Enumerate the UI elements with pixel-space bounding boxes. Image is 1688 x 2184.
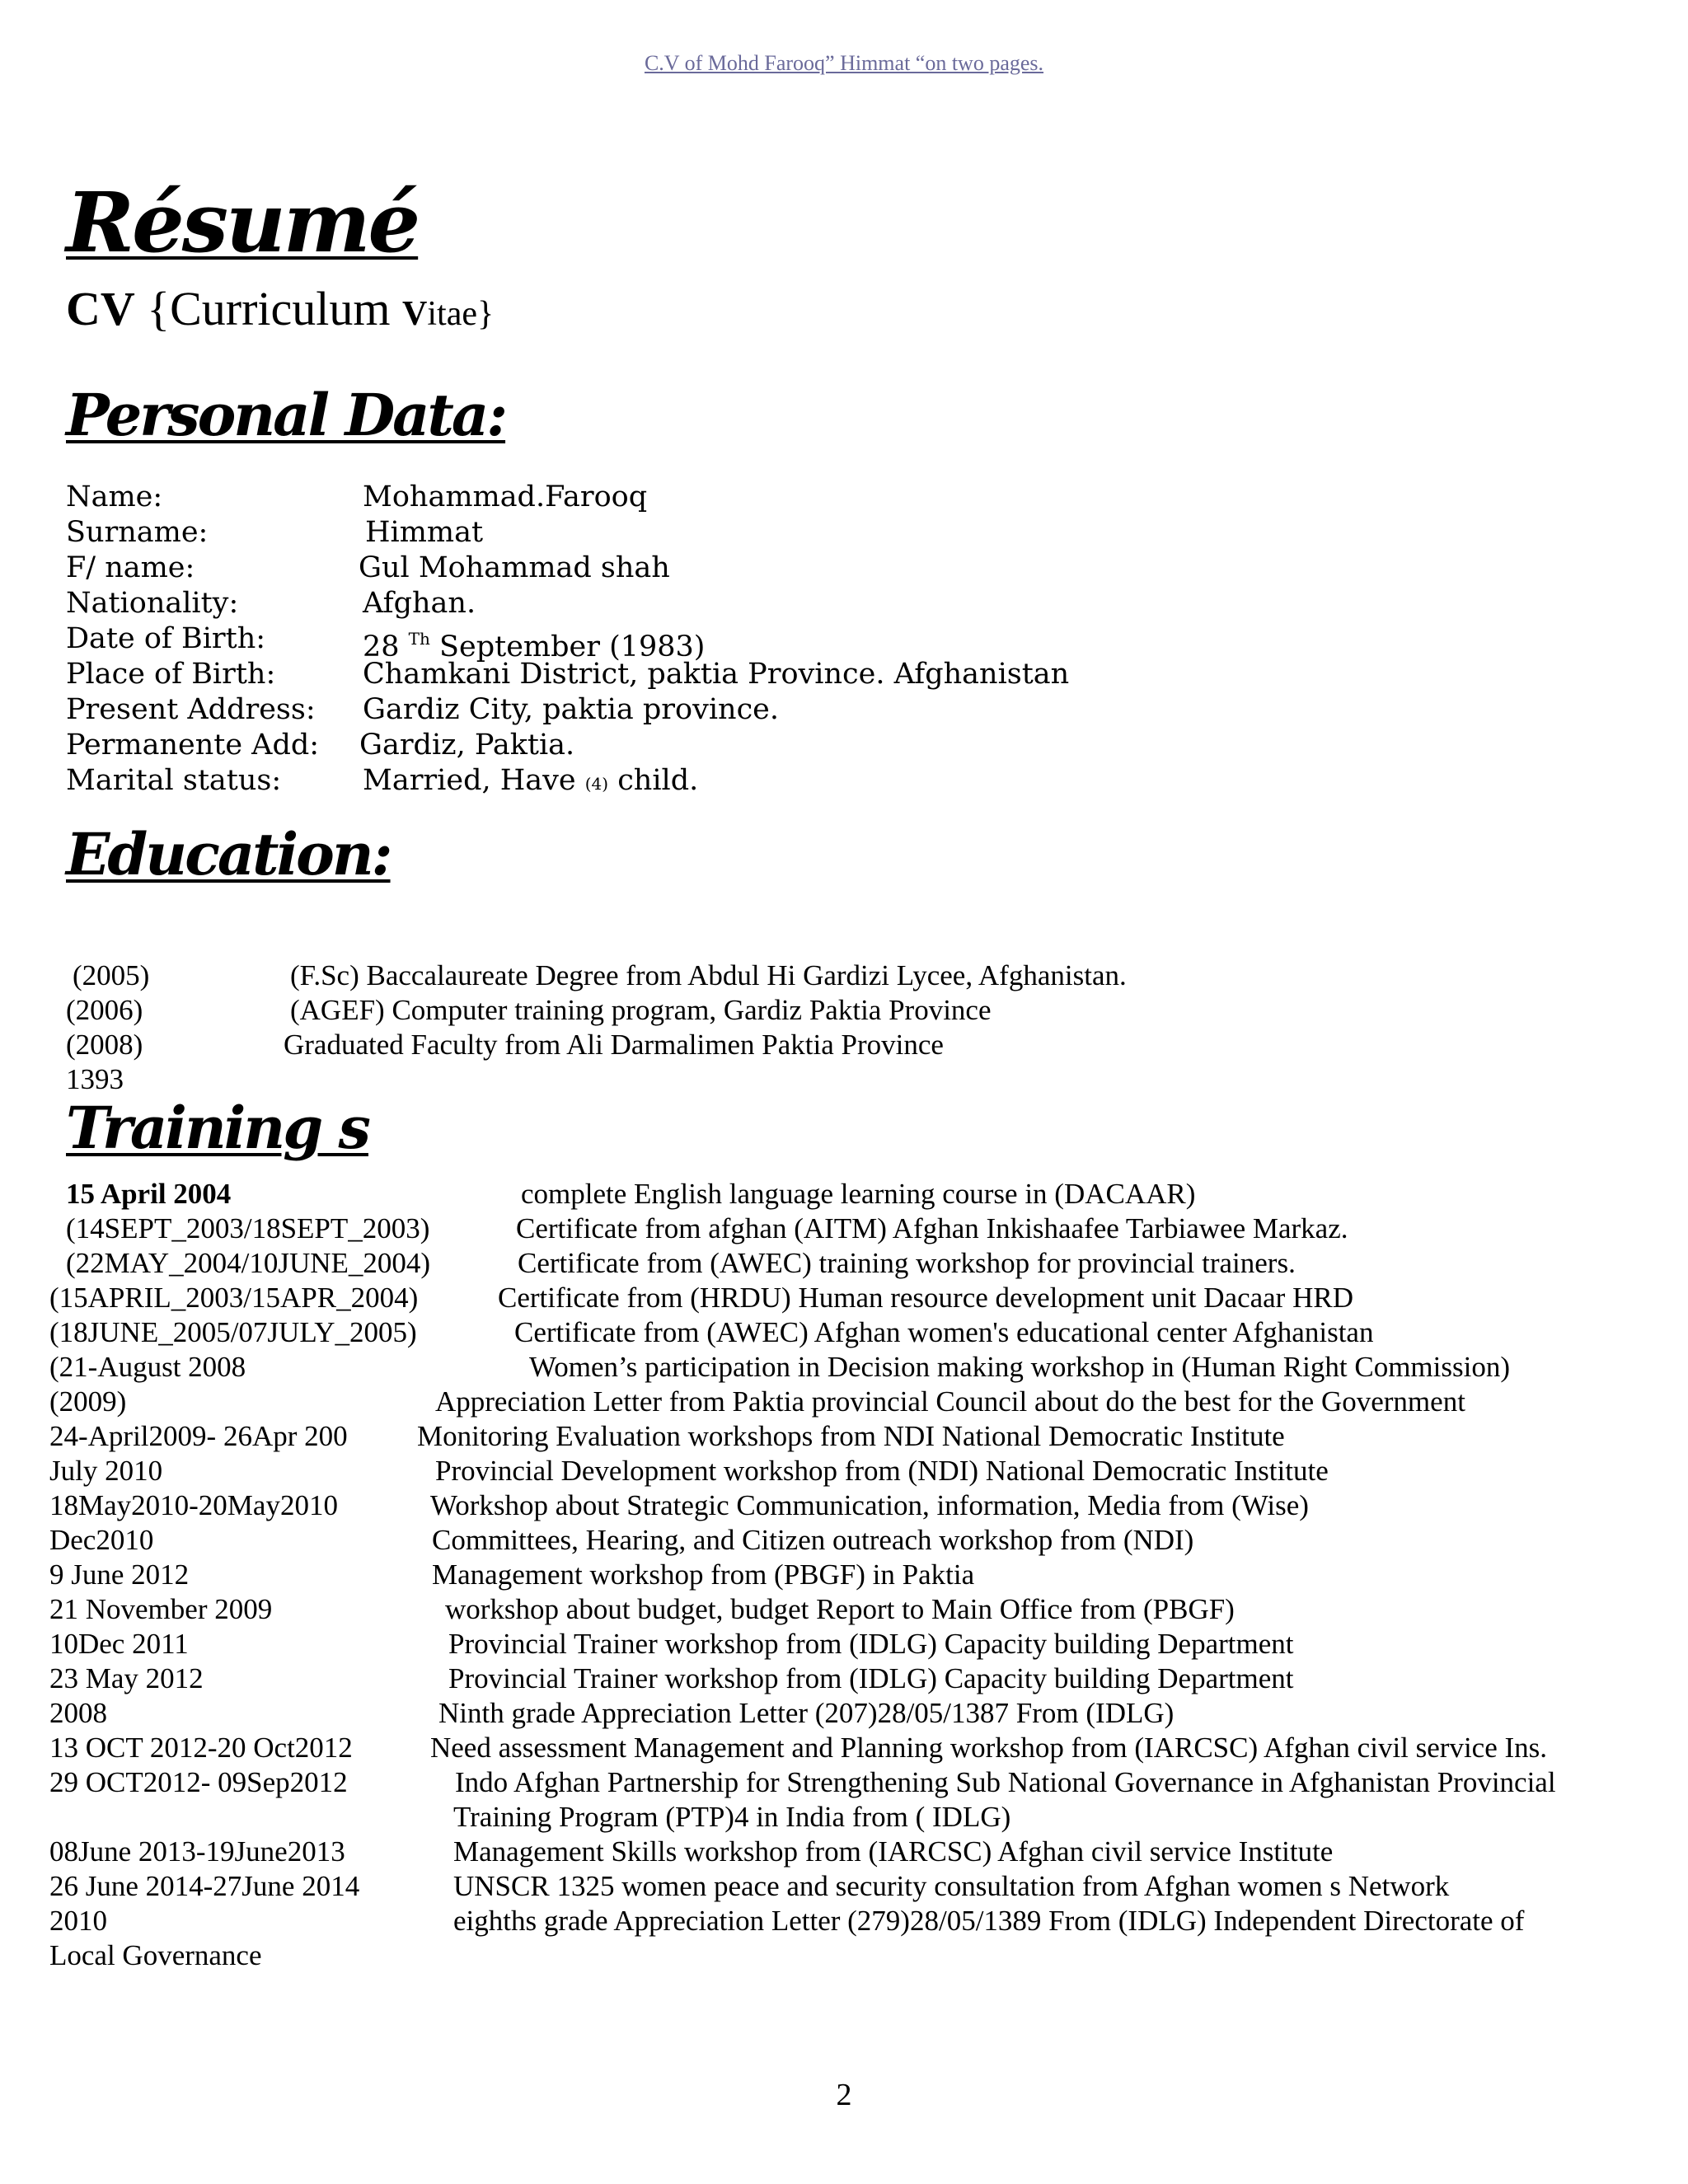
personal-label: Name: — [66, 480, 163, 513]
marital-count: (4) — [584, 774, 609, 794]
training-desc: workshop about budget, budget Report to Main Office from (PBGF) — [445, 1593, 1235, 1625]
training-desc: Ninth grade Appreciation Letter (207)28/05/1387 From (IDLG) — [438, 1697, 1175, 1729]
cv-subtitle — [66, 280, 494, 343]
personal-value: Gardiz, Paktia. — [359, 729, 575, 762]
training-desc: eighths grade Appreciation Letter (279)28/05/1389 From (IDLG) Independent Directorate of — [453, 1905, 1525, 1937]
cv-v: V — [402, 295, 428, 333]
personal-label: Marital status: — [66, 764, 282, 797]
training-date: 2008 — [49, 1697, 107, 1729]
dob-day: 28 — [363, 630, 409, 663]
personal-value: Afghan. — [363, 587, 476, 620]
education-heading: Education: — [66, 820, 391, 888]
education-year: (2008) — [66, 1029, 143, 1061]
training-date: July 2010 — [49, 1455, 163, 1487]
training-date: (18JUNE_2005/07JULY_2005) — [49, 1316, 417, 1348]
training-desc: Committees, Hearing, and Citizen outreach workshop from (NDI) — [432, 1524, 1194, 1556]
training-desc: Monitoring Evaluation workshops from NDI National Democratic Institute — [417, 1420, 1285, 1452]
personal-value: Gardiz City, paktia province. — [363, 693, 780, 726]
personal-label: Present Address: — [66, 693, 316, 726]
training-desc: Certificate from afghan (AITM) Afghan Inkishaafee Tarbiawee Markaz. — [516, 1212, 1348, 1244]
cv-abbrev: CV — [66, 282, 135, 335]
dob-suffix: Th — [408, 629, 430, 649]
personal-label: Nationality: — [66, 587, 239, 620]
training-date: (2009) — [49, 1385, 127, 1418]
personal-label: Permanente Add: — [66, 729, 320, 762]
dob-rest: September (1983) — [429, 630, 706, 663]
training-desc: Provincial Trainer workshop from (IDLG) Capacity building Department — [448, 1662, 1294, 1694]
training-desc: Women’s participation in Decision making workshop in (Human Right Commission) — [529, 1351, 1510, 1383]
training-desc: Provincial Trainer workshop from (IDLG) Capacity building Department — [448, 1628, 1294, 1660]
training-desc: Indo Afghan Partnership for Strengthening Sub National Governance in Afghanistan Provincial — [455, 1766, 1556, 1798]
training-desc: Provincial Development workshop from (NDI) National Democratic Institute — [435, 1455, 1329, 1487]
cv-rest: itae} — [427, 295, 495, 333]
education-year: (2005) — [73, 959, 150, 991]
training-date: 08June 2013-19June2013 — [49, 1835, 345, 1868]
training-date: 9 June 2012 — [49, 1558, 190, 1591]
personal-label: Date of Birth: — [66, 622, 266, 655]
personal-label: F/ name: — [66, 551, 195, 584]
training-date: 2010 — [49, 1905, 107, 1937]
training-desc: complete English language learning course in (DACAAR) — [521, 1178, 1196, 1210]
training-date: (21-August 2008 — [49, 1351, 246, 1383]
personal-value: Mohammad.Farooq — [363, 480, 648, 513]
training-date: 23 May 2012 — [49, 1662, 204, 1694]
personal-label: Surname: — [66, 516, 209, 549]
training-desc: Appreciation Letter from Paktia provincial Council about do the best for the Government — [435, 1385, 1465, 1418]
training-date: 29 OCT2012- 09Sep2012 — [49, 1766, 348, 1798]
resume-title: Résumé — [66, 174, 419, 271]
page-number: 2 — [836, 2078, 852, 2112]
training-desc: Management Skills workshop from (IARCSC) Afghan civil service Institute — [453, 1835, 1334, 1868]
trainings-heading: Training s — [66, 1094, 368, 1162]
training-date: 24-April2009- 26Apr 200 — [49, 1420, 348, 1452]
personal-value — [363, 763, 698, 802]
training-desc: Management workshop from (PBGF) in Paktia — [432, 1558, 975, 1591]
training-desc: Need assessment Management and Planning workshop from (IARCSC) Afghan civil service Ins. — [430, 1732, 1548, 1764]
training-date: (22MAY_2004/10JUNE_2004) — [66, 1247, 431, 1279]
training-date: 10Dec 2011 — [49, 1628, 189, 1660]
personal-label: Place of Birth: — [66, 658, 276, 691]
training-date: 13 OCT 2012-20 Oct2012 — [49, 1732, 353, 1764]
training-desc: Training Program (PTP)4 in India from ( IDLG) — [453, 1801, 1011, 1833]
marital-pre: Married, Have — [363, 764, 585, 797]
training-date: Dec2010 — [49, 1524, 154, 1556]
personal-value: Gul Mohammad shah — [359, 551, 670, 584]
education-year: (2006) — [66, 994, 143, 1026]
training-desc: Certificate from (HRDU) Human resource development unit Dacaar HRD — [498, 1282, 1353, 1314]
training-date: 18May2010-20May2010 — [49, 1489, 338, 1521]
training-date: Local Governance — [49, 1939, 262, 1971]
personal-data-heading: Personal Data: — [66, 381, 506, 449]
training-desc: Workshop about Strategic Communication, information, Media from (Wise) — [430, 1489, 1309, 1521]
training-date: (14SEPT_2003/18SEPT_2003) — [66, 1212, 430, 1244]
education-year: 1393 — [66, 1063, 124, 1095]
training-date: 21 November 2009 — [49, 1593, 273, 1625]
cv-open: {Curriculum — [134, 282, 403, 335]
personal-value: Himmat — [365, 516, 484, 549]
training-desc: UNSCR 1325 women peace and security consultation from Afghan women s Network — [453, 1870, 1450, 1902]
marital-post: child. — [608, 764, 699, 797]
education-desc: (AGEF) Computer training program, Gardiz Paktia Province — [290, 994, 992, 1026]
training-desc: Certificate from (AWEC) training workshop for provincial trainers. — [518, 1247, 1296, 1279]
training-date: 26 June 2014-27June 2014 — [49, 1870, 360, 1902]
education-desc: Graduated Faculty from Ali Darmalimen Paktia Province — [284, 1029, 944, 1061]
training-desc: Certificate from (AWEC) Afghan women's educational center Afghanistan — [514, 1316, 1374, 1348]
training-date: 15 April 2004 — [66, 1178, 232, 1210]
personal-value: Chamkani District, paktia Province. Afghanistan — [363, 658, 1070, 691]
page-header: C.V of Mohd Farooq” Himmat “on two pages. — [644, 51, 1044, 75]
training-date: (15APRIL_2003/15APR_2004) — [49, 1282, 419, 1314]
education-desc: (F.Sc) Baccalaureate Degree from Abdul Hi Gardizi Lycee, Afghanistan. — [290, 959, 1127, 991]
